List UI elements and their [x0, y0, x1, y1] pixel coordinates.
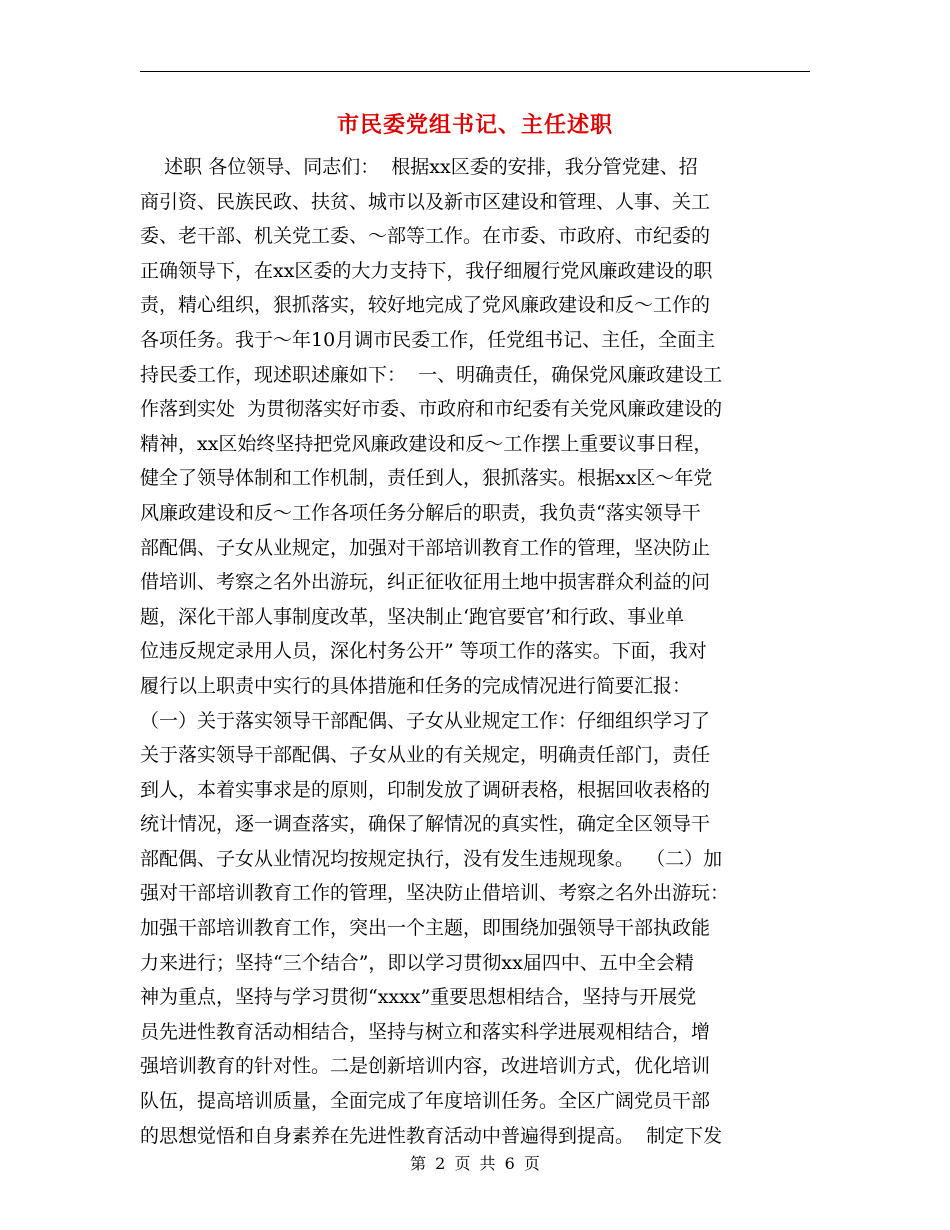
page-number-footer: 第 2 页 共 6 页 — [410, 1154, 540, 1173]
body-line: 精神，xx区始终坚持把党风廉政建设和反～工作摆上重要议事日程， — [140, 432, 713, 455]
body-line: 委、老干部、机关党工委、～部等工作。在市委、市政府、市纪委的 — [140, 225, 711, 248]
body-line: 关于落实领导干部配偶、子女从业的有关规定，明确责任部门，责任 — [140, 744, 711, 767]
body-line: 力来进行；坚持“三个结合”，即以学习贯彻xx届四中、五中全会精 — [140, 951, 694, 974]
body-line: 履行以上职责中实行的具体措施和任务的完成情况进行简要汇报： — [140, 674, 692, 697]
body-line: 强培训教育的针对性。二是创新培训内容，改进培训方式，优化培训 — [140, 1055, 711, 1078]
document-title: 市民委党组书记、主任述职 — [336, 112, 613, 138]
body-line: 正确领导下，在xx区委的大力支持下，我仔细履行党风廉政建设的职 — [140, 259, 713, 282]
body-line: 位违反规定录用人员，深化村务公开” 等项工作的落实。下面，我对 — [140, 640, 707, 663]
body-line: 加强干部培训教育工作，突出一个主题，即围绕加强领导干部执政能 — [140, 917, 711, 940]
body-line: 神为重点，坚持与学习贯彻“xxxx”重要思想相结合，坚持与开展党 — [140, 986, 697, 1009]
body-line: 队伍，提高培训质量，全面完成了年度培训任务。全区广阔党员干部 — [140, 1090, 711, 1113]
body-line: 风廉政建设和反～工作各项任务分解后的职责，我负责“落实领导干 — [140, 501, 701, 524]
body-line: 的思想觉悟和自身素养在先进性教育活动中普遍得到提高。 制定下发 — [140, 1124, 723, 1147]
body-line: 统计情况，逐一调查落实，确保了解情况的真实性，确定全区领导干 — [140, 813, 711, 836]
body-line: 健全了领导体制和工作机制，责任到人，狠抓落实。根据xx区～年党 — [140, 467, 713, 490]
body-line: 部配偶、子女从业规定，加强对干部培训教育工作的管理，坚决防止 — [140, 536, 711, 559]
body-line: 强对干部培训教育工作的管理，坚决防止借培训、考察之名外出游玩： — [140, 882, 730, 905]
body-line: 责，精心组织，狠抓落实，较好地完成了党风廉政建设和反～工作的 — [140, 294, 711, 317]
body-line: 作落到实处 为贯彻落实好市委、市政府和市纪委有关党风廉政建设的 — [140, 398, 723, 421]
body-line: 持民委工作，现述职述廉如下： 一、明确责任，确保党风廉政建设工 — [140, 363, 723, 386]
body-line: 部配偶、子女从业情况均按规定执行，没有发生违规现象。 （二）加 — [140, 847, 723, 870]
body-line: 各项任务。我于～年10月调市民委工作，任党组书记、主任，全面主 — [140, 328, 716, 351]
document-body — [140, 150, 812, 1153]
body-line: 商引资、民族民政、扶贫、城市以及新市区建设和管理、人事、关工 — [140, 190, 711, 213]
body-line: 述职 各位领导、同志们： 根据xx区委的安排，我分管党建、招 — [140, 156, 698, 178]
header-rule — [140, 71, 810, 72]
body-line: 借培训、考察之名外出游玩，纠正征收征用土地中损害群众利益的问 — [140, 571, 711, 594]
body-line: 员先进性教育活动相结合，坚持与树立和落实科学进展观相结合，增 — [140, 1020, 711, 1043]
body-line: （一）关于落实领导干部配偶、子女从业规定工作：仔细组织学习了 — [140, 709, 711, 732]
body-line: 题，深化干部人事制度改革，坚决制止‘跑官要官’和行政、事业单 — [140, 605, 685, 628]
body-line: 到人，本着实事求是的原则，印制发放了调研表格，根据回收表格的 — [140, 778, 711, 801]
